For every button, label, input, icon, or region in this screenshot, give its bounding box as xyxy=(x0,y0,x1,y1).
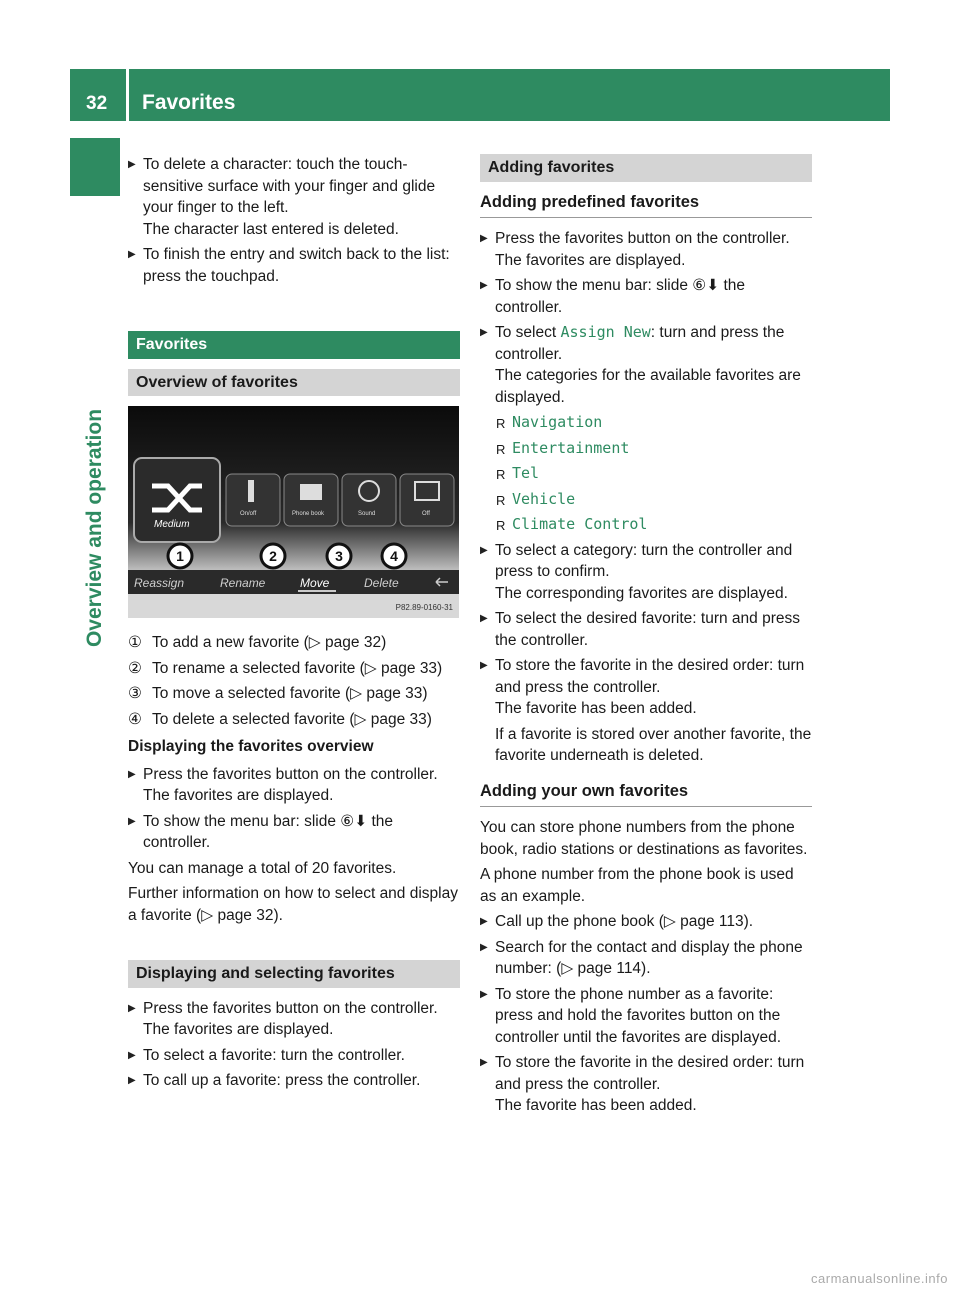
left-column xyxy=(128,154,460,1096)
step: ▶ To store the favorite in the desired order: turn and press the controller. xyxy=(480,1052,812,1095)
paragraph: A phone number from the phone book is used as an example. xyxy=(480,866,794,905)
step: ▶ Call up the phone book (▷ page 113). xyxy=(480,911,812,933)
callout-1: 1 xyxy=(176,548,184,564)
predefined-title: Adding predefined favorites xyxy=(480,192,812,219)
step: ▶ To select Assign New: turn and press the controller. xyxy=(480,322,812,365)
overview-title: Overview of favorites xyxy=(128,369,460,397)
assign-new-label: Assign New xyxy=(560,323,651,341)
phonebook-icon xyxy=(300,484,322,500)
select-title: Displaying and selecting favorites xyxy=(128,960,460,988)
step-result: If a favorite is stored over another favorite, the favorite underneath is deleted. xyxy=(495,725,812,764)
category-item: R Vehicle xyxy=(480,489,812,511)
menu-move: Move xyxy=(300,576,330,590)
footer-site[interactable]: carmanualsonline.info xyxy=(811,1271,948,1286)
tile-label: Phone book xyxy=(292,511,325,517)
tile-label: On/off xyxy=(240,511,257,517)
step: ▶ To finish the entry and switch back to the list: press the touchpad. xyxy=(128,244,460,287)
category-item: R Climate Control xyxy=(480,514,812,536)
header-divider xyxy=(126,69,129,121)
page-number: 32 xyxy=(86,93,108,114)
adding-title: Adding favorites xyxy=(480,154,812,182)
step: ▶ To store the phone number as a favorite: press and hold the favorites button on the controller until the favorites are displayed. xyxy=(480,984,812,1049)
callout-3: 3 xyxy=(335,548,343,564)
tile-label: Sound xyxy=(358,511,376,517)
tile-label: Off xyxy=(422,511,430,517)
step: ▶ To show the menu bar: slide ⑥⬇ the controller. xyxy=(128,811,460,854)
category-item: R Tel xyxy=(480,463,812,485)
step: ▶ To call up a favorite: press the controller. xyxy=(128,1070,460,1092)
step-result: The categories for the available favorites are displayed. xyxy=(495,367,801,406)
step-result: The character last entered is deleted. xyxy=(143,220,399,238)
step: ▶ To select a category: turn the controller and press to confirm. xyxy=(480,540,812,583)
step-result: The favorite has been added. xyxy=(495,1097,697,1114)
own-title: Adding your own favorites xyxy=(480,781,812,808)
step: ▶ Press the favorites button on the controller. xyxy=(480,228,812,250)
sidebar-block xyxy=(70,138,120,196)
step: ▶ To show the menu bar: slide ⑥⬇ the controller. xyxy=(480,275,812,318)
callout-4: 4 xyxy=(390,548,398,564)
paragraph: Further information on how to select and display a favorite (▷ page 32). xyxy=(128,885,458,924)
page-header xyxy=(70,69,890,121)
step-result: The favorite has been added. xyxy=(495,700,697,717)
paragraph: You can store phone numbers from the phone book, radio stations or destinations as favorites. xyxy=(480,819,808,858)
legend-item: ② To rename a selected favorite (▷ page 33) xyxy=(128,659,443,677)
section-title: Favorites xyxy=(128,331,460,359)
tile-label: Medium xyxy=(154,519,190,530)
legend-item: ③ To move a selected favorite (▷ page 33) xyxy=(128,685,428,702)
menu-delete: Delete xyxy=(364,576,399,590)
legend-item: ① To add a new favorite (▷ page 32) xyxy=(128,634,387,651)
right-column xyxy=(480,154,812,1121)
image-code: P82.89-0160-31 xyxy=(395,603,453,612)
category-item: R Entertainment xyxy=(480,438,812,460)
menu-reassign: Reassign xyxy=(134,576,185,590)
display-label: Displaying the favorites overview xyxy=(128,738,374,755)
thermometer-icon xyxy=(248,480,254,502)
menu-rename: Rename xyxy=(220,576,266,590)
legend-item: ④ To delete a selected favorite (▷ page 33) xyxy=(128,710,432,728)
category-item: R Navigation xyxy=(480,412,812,434)
step: ▶ To store the favorite in the desired order: turn and press the controller. xyxy=(480,655,812,698)
favorites-screen-graphic xyxy=(128,406,459,618)
step: ▶ Search for the contact and display the phone number: (▷ page 114). xyxy=(480,937,812,980)
step: ▶ To delete a character: touch the touch-sensitive surface with your finger and glide your finger to the left. xyxy=(128,154,460,219)
step-result: The favorites are displayed. xyxy=(143,787,334,804)
step: ▶ To select a favorite: turn the controller. xyxy=(128,1045,460,1067)
page-title: Favorites xyxy=(142,91,236,114)
favorites-screen-image xyxy=(128,406,459,618)
step-result: The favorites are displayed. xyxy=(495,251,686,269)
step: ▶ To select the desired favorite: turn and press the controller. xyxy=(480,608,812,651)
step-result: The corresponding favorites are displayed. xyxy=(495,584,788,602)
step: ▶ Press the favorites button on the controller. xyxy=(128,764,460,786)
step: ▶ Press the favorites button on the controller. xyxy=(128,998,460,1020)
callout-2: 2 xyxy=(269,548,277,564)
paragraph: You can manage a total of 20 favorites. xyxy=(128,859,397,877)
sidebar-label: Overview and operation xyxy=(83,408,106,648)
step-result: The favorites are displayed. xyxy=(143,1021,334,1038)
